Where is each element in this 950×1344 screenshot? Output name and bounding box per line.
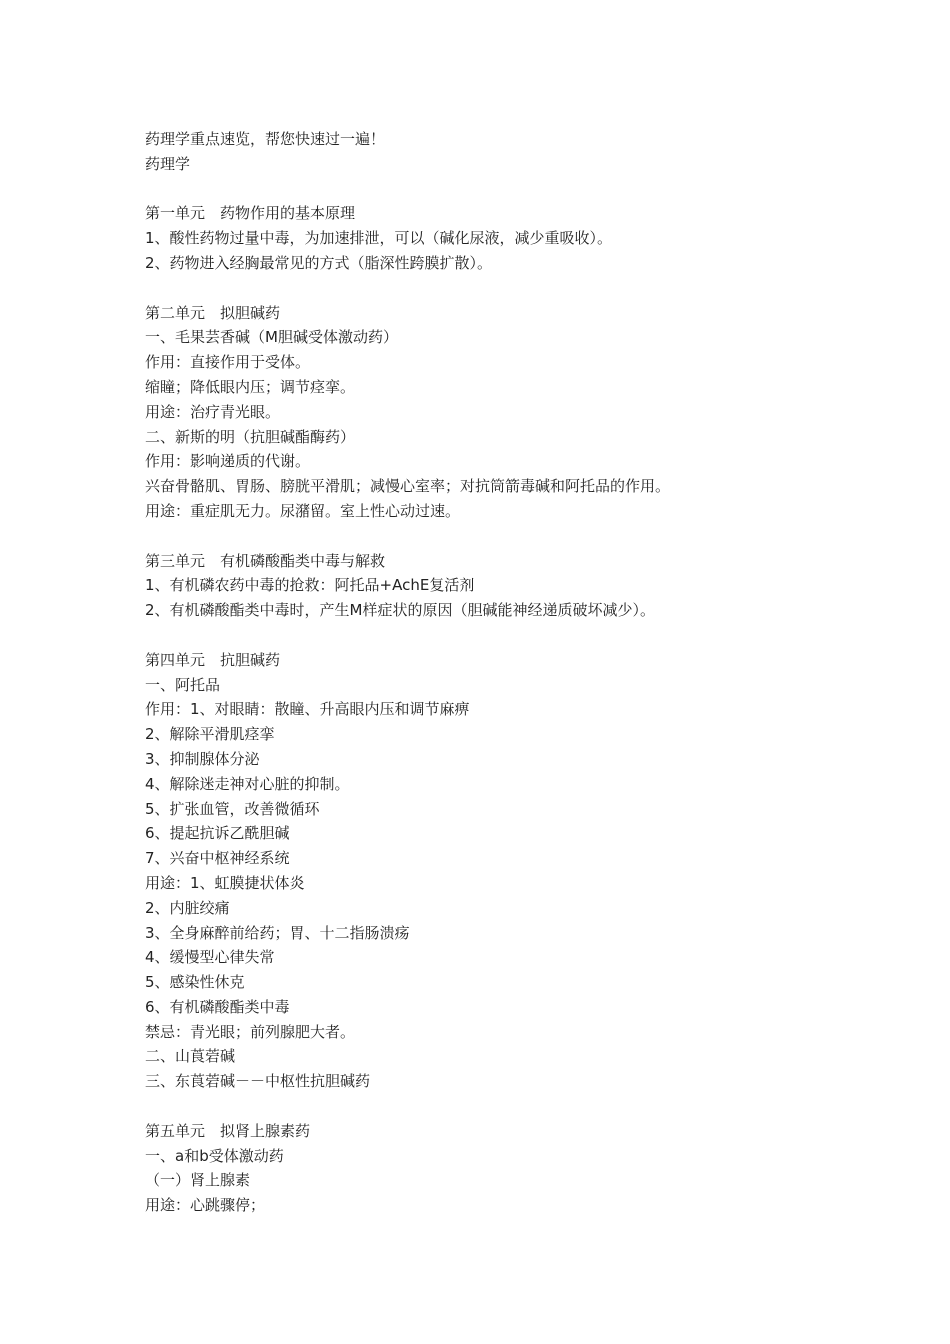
text-line: 4、解除迷走神对心脏的抑制。 [145,774,350,793]
text-line: 一、a和b受体激动药 [145,1146,284,1165]
text-line: 一、毛果芸香碱（M胆碱受体激动药） [145,328,398,347]
text-line: 2、有机磷酸酯类中毒时，产生M样症状的原因（胆碱能神经递质破坏减少）。 [145,601,655,620]
text-line: 2、解除平滑肌痉挛 [145,725,275,744]
text-line: 2、内脏绞痛 [145,898,230,917]
text-line: 6、提起抗诉乙酰胆碱 [145,824,290,843]
text-line: 作用：影响递质的代谢。 [145,452,311,471]
text-line: 作用：1、对眼睛：散瞳、升高眼内压和调节麻痹 [145,700,470,719]
blank-line [145,524,925,549]
blank-line [145,623,925,648]
text-line: 二、山莨菪碱 [145,1047,236,1066]
text-line: 缩瞳；降低眼内压；调节痉挛。 [145,377,356,396]
text-line: 兴奋骨骼肌、胃肠、膀胱平滑肌；减慢心室率；对抗筒箭毒碱和阿托品的作用。 [145,477,671,496]
text-line: 3、抑制腺体分泌 [145,749,260,768]
text-line: 禁忌：青光眼；前列腺肥大者。 [145,1022,356,1041]
unit-4-heading: 第四单元 抗胆碱药 [145,650,281,669]
text-line: 6、有机磷酸酯类中毒 [145,997,290,1016]
text-line: 用途：重症肌无力。尿潴留。室上性心动过速。 [145,501,461,520]
text-line: 作用：直接作用于受体。 [145,353,311,372]
text-line: （一）肾上腺素 [145,1171,251,1190]
unit-5-heading: 第五单元 拟肾上腺素药 [145,1121,311,1140]
doc-intro-line: 药理学重点速览，帮您快速过一遍！ [145,130,386,148]
unit-1-heading: 第一单元 药物作用的基本原理 [145,204,356,223]
text-line: 用途：心跳骤停； [145,1196,266,1215]
text-line: 1、酸性药物过量中毒，为加速排泄，可以（碱化尿液，减少重吸收）。 [145,229,613,248]
text-line: 7、兴奋中枢神经系统 [145,849,290,868]
text-line: 1、有机磷农药中毒的抢救：阿托品+AchE复活剂 [145,576,475,595]
blank-line [145,1094,925,1119]
blank-line [145,276,925,301]
text-line: 2、药物进入经胸最常见的方式（脂深性跨膜扩散）。 [145,253,493,272]
text-line: 用途：1、虹膜捷状体炎 [145,873,305,892]
text-line: 5、扩张血管，改善微循环 [145,799,320,818]
unit-3-heading: 第三单元 有机磷酸酯类中毒与解救 [145,551,386,570]
document-body [145,127,925,1218]
blank-line [145,177,925,202]
text-line: 5、感染性休克 [145,973,245,992]
text-line: 3、全身麻醉前给药；胃、十二指肠溃疡 [145,923,410,942]
text-line: 二、新斯的明（抗胆碱酯酶药） [145,427,356,446]
text-line: 4、缓慢型心律失常 [145,948,275,967]
text-line: 用途：治疗青光眼。 [145,402,281,421]
text-line: 三、东莨菪碱－－中枢性抗胆碱药 [145,1072,371,1091]
text-line: 一、阿托品 [145,675,221,694]
unit-2-heading: 第二单元 拟胆碱药 [145,303,281,322]
doc-subject-title: 药理学 [145,154,191,173]
